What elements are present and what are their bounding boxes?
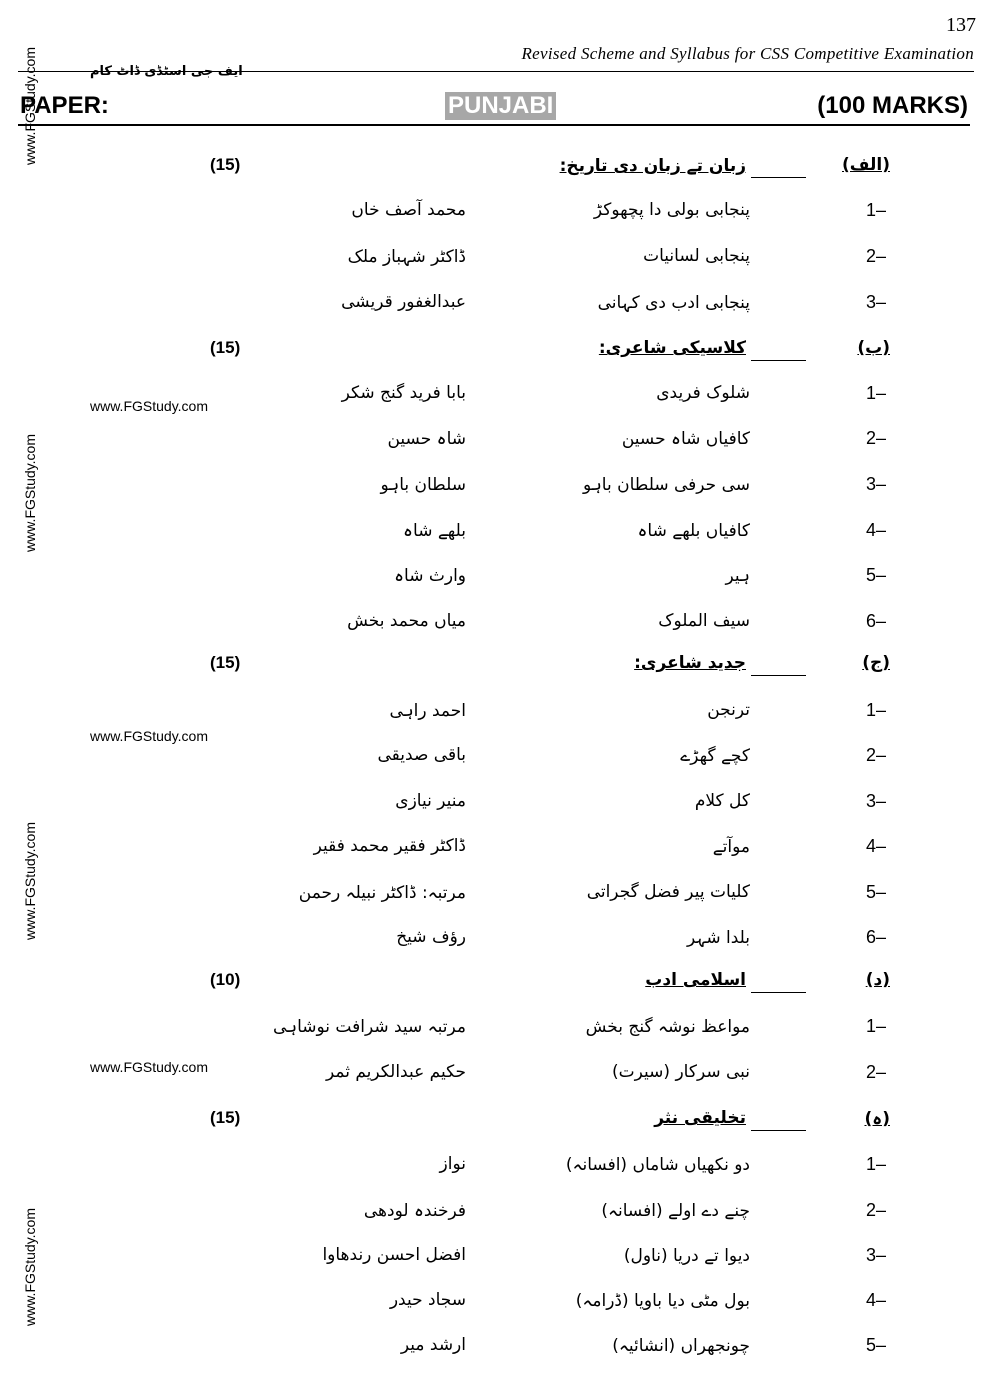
- book-title: بلدا شہر: [687, 928, 750, 948]
- side-watermark: www.FGStudy.com: [22, 434, 38, 552]
- section-underline: [751, 177, 806, 178]
- section-underline: [751, 1130, 806, 1131]
- book-author: مرتبہ سید شرافت نوشاہی: [272, 1017, 466, 1037]
- side-watermark: www.FGStudy.com: [22, 47, 38, 165]
- item-number: [866, 1016, 886, 1037]
- item-number: [866, 520, 886, 541]
- book-title: کافیاں شاہ حسین: [621, 429, 750, 449]
- book-author: عبدالغفور قریشی: [341, 292, 466, 312]
- section-underline: [751, 360, 806, 361]
- item-number: [866, 836, 886, 857]
- book-title: ہیر: [725, 566, 750, 586]
- item-number-value: 5: [866, 1335, 877, 1355]
- item-number: [866, 1200, 886, 1221]
- item-number-value: 1: [866, 383, 877, 403]
- item-number-dash: –: [876, 1154, 887, 1174]
- side-watermark: www.FGStudy.com: [22, 1208, 38, 1326]
- book-title: سی حرفی سلطان باہو: [583, 475, 750, 495]
- section-marks: (15): [210, 1108, 241, 1127]
- item-number-value: 4: [866, 1290, 877, 1310]
- item-number-value: 1: [866, 700, 877, 720]
- book-author: سجاد حیدر: [389, 1290, 466, 1310]
- book-title: دو نکھیاں شاماں (افسانہ): [565, 1155, 750, 1175]
- item-number-dash: –: [876, 520, 887, 540]
- section-letter: (ہ): [864, 1109, 890, 1129]
- book-title: سیف الملوک: [658, 611, 750, 631]
- item-number: [866, 246, 886, 267]
- item-number-value: 5: [866, 565, 877, 585]
- item-number: [866, 292, 886, 313]
- book-title: نبی سرکار (سیرت): [612, 1062, 750, 1082]
- book-author: ڈاکٹر فقیر محمد فقیر: [313, 836, 466, 856]
- item-number-value: 2: [866, 1062, 877, 1082]
- item-number-dash: –: [876, 383, 887, 403]
- book-title: کل کلام: [694, 791, 750, 811]
- item-number-dash: –: [876, 791, 887, 811]
- item-number: [866, 200, 886, 221]
- book-title: پنجابی ادب دی کہانی: [597, 293, 750, 313]
- item-number: [866, 1335, 886, 1356]
- item-number-dash: –: [876, 292, 887, 312]
- section-letter: (د): [865, 970, 890, 990]
- section-marks: (10): [210, 970, 241, 989]
- item-number-dash: –: [876, 1290, 887, 1310]
- item-number: [866, 1062, 886, 1083]
- book-author: افضل احسن رندھاوا: [322, 1245, 466, 1265]
- item-number-value: 1: [866, 1154, 877, 1174]
- book-author: بابا فرید گنج شکر: [341, 383, 466, 403]
- section-letter: (ب): [857, 338, 890, 358]
- item-number-value: 1: [866, 1016, 877, 1036]
- item-number-dash: –: [876, 1335, 887, 1355]
- item-number: [866, 428, 886, 449]
- item-number-dash: –: [876, 611, 887, 631]
- item-number-dash: –: [876, 745, 887, 765]
- book-author: فرخندہ لودھی: [363, 1201, 466, 1221]
- book-author: سلطان باہو: [380, 475, 466, 495]
- item-number: [866, 474, 886, 495]
- item-number: [866, 1290, 886, 1311]
- subject-label: PUNJABI: [445, 92, 556, 120]
- book-title: کافیاں بلھے شاہ: [637, 521, 750, 541]
- item-number-value: 1: [866, 200, 877, 220]
- item-number-value: 2: [866, 1200, 877, 1220]
- inline-watermark: www.FGStudy.com: [90, 1059, 208, 1075]
- section-title: کلاسیکی شاعری:: [598, 338, 746, 358]
- item-number-value: 3: [866, 474, 877, 494]
- title-rule: [18, 124, 970, 126]
- urdu-brand-text: ایف جی اسٹڈی ڈاٹ کام: [90, 64, 243, 79]
- section-marks: (15): [210, 155, 241, 174]
- section-marks: (15): [210, 338, 241, 357]
- item-number-value: 2: [866, 745, 877, 765]
- item-number-dash: –: [876, 565, 887, 585]
- book-author: میاں محمد بخش: [347, 611, 466, 631]
- item-number: [866, 565, 886, 586]
- item-number-dash: –: [876, 428, 887, 448]
- section-title: تخلیقی نثر: [654, 1108, 746, 1128]
- inline-watermark: www.FGStudy.com: [90, 728, 208, 744]
- item-number-dash: –: [876, 474, 887, 494]
- section-underline: [751, 992, 806, 993]
- book-title: شلوک فریدی: [656, 383, 750, 403]
- item-number-dash: –: [876, 882, 887, 902]
- book-author: باقی صدیقی: [377, 745, 466, 765]
- item-number-value: 2: [866, 428, 877, 448]
- item-number-dash: –: [876, 1200, 887, 1220]
- paper-label: PAPER:: [20, 92, 109, 119]
- book-author: ڈاکٹر شہباز ملک: [347, 247, 466, 267]
- item-number-dash: –: [876, 1245, 887, 1265]
- section-title: زبان تے زبان دی تاریخ:: [559, 156, 746, 176]
- item-number-value: 3: [866, 791, 877, 811]
- item-number: [866, 611, 886, 632]
- book-title: موآتے: [712, 837, 750, 857]
- item-number-value: 2: [866, 246, 877, 266]
- item-number-value: 5: [866, 882, 877, 902]
- running-header: Revised Scheme and Syllabus for CSS Competitive Examination: [521, 44, 974, 63]
- page-number: 137: [946, 14, 976, 36]
- item-number: [866, 882, 886, 903]
- section-letter: (الف): [842, 155, 890, 175]
- item-number-value: 6: [866, 611, 877, 631]
- book-title: پنجابی لسانیات: [643, 246, 750, 266]
- book-author: وارث شاہ: [394, 566, 466, 586]
- book-title: بول مٹی دیا باویا (ڈرامہ): [575, 1291, 750, 1311]
- book-author: رؤف شیخ: [396, 927, 466, 947]
- side-watermark: www.FGStudy.com: [22, 822, 38, 940]
- book-author: بلھے شاہ: [403, 521, 466, 541]
- section-title: اسلامی ادب: [645, 970, 746, 990]
- inline-watermark: www.FGStudy.com: [90, 398, 208, 414]
- book-title: پنجابی بولی دا پچھوکڑ: [593, 200, 750, 220]
- book-author: احمد راہی: [389, 701, 466, 721]
- section-marks: (15): [210, 653, 241, 672]
- item-number: [866, 1154, 886, 1175]
- item-number-dash: –: [876, 1062, 887, 1082]
- book-author: حکیم عبدالکریم ثمر: [325, 1062, 466, 1082]
- book-author: مرتبہ: ڈاکٹر نبیلہ رحمن: [298, 883, 466, 903]
- item-number-dash: –: [876, 927, 887, 947]
- book-title: چونجھراں (انشائیہ): [612, 1336, 750, 1356]
- book-author: شاہ حسین: [387, 429, 466, 449]
- book-author: ارشد میر: [400, 1335, 466, 1355]
- total-marks: (100 MARKS): [817, 92, 968, 119]
- item-number-value: 3: [866, 1245, 877, 1265]
- item-number: [866, 745, 886, 766]
- book-title: چنے دے اولے (افسانہ): [601, 1201, 750, 1221]
- item-number-dash: –: [876, 836, 887, 856]
- item-number: [866, 700, 886, 721]
- book-title: مواعظ نوشہ گنج بخش: [585, 1017, 750, 1037]
- item-number-dash: –: [876, 246, 887, 266]
- book-title: ترنجن: [707, 700, 750, 720]
- item-number-value: 3: [866, 292, 877, 312]
- book-author: محمد آصف خاں: [351, 200, 466, 220]
- item-number-dash: –: [876, 1016, 887, 1036]
- item-number-value: 4: [866, 836, 877, 856]
- item-number-dash: –: [876, 200, 887, 220]
- item-number-value: 4: [866, 520, 877, 540]
- item-number: [866, 791, 886, 812]
- section-letter: (ج): [862, 653, 890, 673]
- item-number: [866, 383, 886, 404]
- book-author: منیر نیازی: [395, 791, 466, 811]
- book-title: کچے گھڑے: [680, 746, 750, 766]
- item-number-value: 6: [866, 927, 877, 947]
- section-title: جدید شاعری:: [634, 653, 746, 673]
- book-title: دیوا تے دریا (ناول): [623, 1246, 750, 1266]
- item-number: [866, 1245, 886, 1266]
- book-title: کلیات پیر فضل گجراتی: [586, 882, 750, 902]
- item-number: [866, 927, 886, 948]
- section-underline: [751, 675, 806, 676]
- book-author: نواز: [439, 1154, 466, 1174]
- item-number-dash: –: [876, 700, 887, 720]
